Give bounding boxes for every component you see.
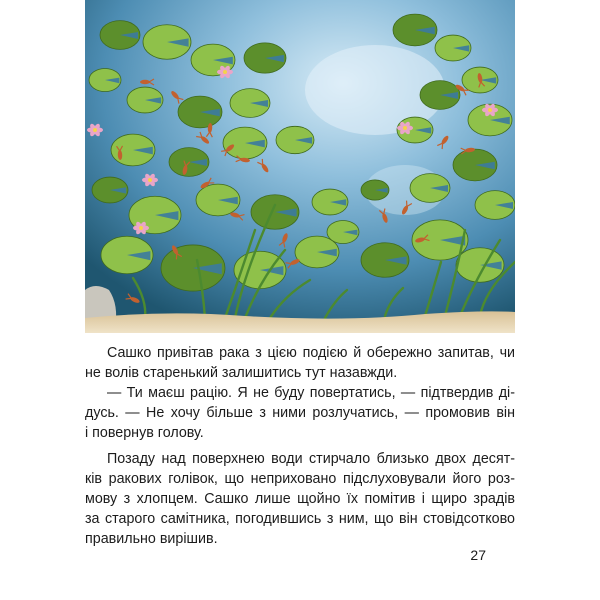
lily-pad: [196, 184, 240, 216]
lily-pad: [327, 220, 359, 243]
lily-pad: [456, 248, 504, 283]
lily-pad: [127, 87, 163, 113]
paragraph-2-line-1: — Ти маєш рацію. Я не буду повертатись, — підтвердив ді-: [107, 385, 515, 401]
story-text: [85, 343, 515, 549]
paragraph-2-line-3: і повернув голову.: [85, 425, 204, 441]
lily-pad: [361, 180, 389, 200]
lily-pad: [435, 35, 471, 61]
paragraph-3-line-5: правильно вирішив.: [85, 531, 218, 547]
lily-pad: [393, 14, 437, 46]
paragraph-2-line-2: дусь. — Не хочу більше з ними розлучатись, — промовив він: [85, 405, 515, 421]
lily-pad: [111, 134, 155, 166]
paragraph-3-line-2: ків ракових голівок, що неприховано підслуховували його роз-: [85, 471, 515, 487]
paragraph-1-line-2: не волів старенький залишитись тут назавжди.: [85, 365, 398, 381]
lily-pad: [312, 189, 348, 215]
paragraph-1-line-1: Сашко привітав рака з цією подією й обережно запитав, чи: [107, 345, 515, 361]
lily-pad: [143, 25, 191, 60]
lily-pad: [420, 81, 460, 110]
lily-pad: [251, 195, 299, 230]
paragraph-3-line-3: мову з хлопцем. Сашко лише щойно їх помітив і щиро зрадів: [85, 491, 515, 507]
lily-pad: [361, 243, 409, 278]
lily-pad: [101, 236, 153, 273]
lily-pad: [178, 96, 222, 128]
lily-pad: [276, 126, 314, 153]
lily-pad: [223, 127, 267, 159]
lily-pad: [410, 174, 450, 203]
lily-pad: [100, 21, 140, 50]
lily-pad: [244, 43, 286, 73]
lily-pad: [453, 149, 497, 181]
paragraph-2: [85, 383, 515, 443]
pond-illustration: [85, 0, 515, 333]
lily-pad: [89, 68, 121, 91]
lily-pad: [475, 191, 515, 220]
paragraph-3-line-4: за старого самітника, погодившись з ним, що він стовідсотково: [85, 511, 515, 527]
pond-illustration-svg: [85, 0, 515, 333]
paragraph-1: [85, 343, 515, 383]
lily-pad: [92, 177, 128, 203]
paragraph-3: [85, 449, 515, 549]
page-number: 27: [470, 547, 486, 563]
lily-pad: [230, 89, 270, 118]
lily-pad: [161, 245, 225, 291]
paragraph-3-line-1: Позаду над поверхнею води стирчало близько двох десят-: [107, 451, 515, 467]
